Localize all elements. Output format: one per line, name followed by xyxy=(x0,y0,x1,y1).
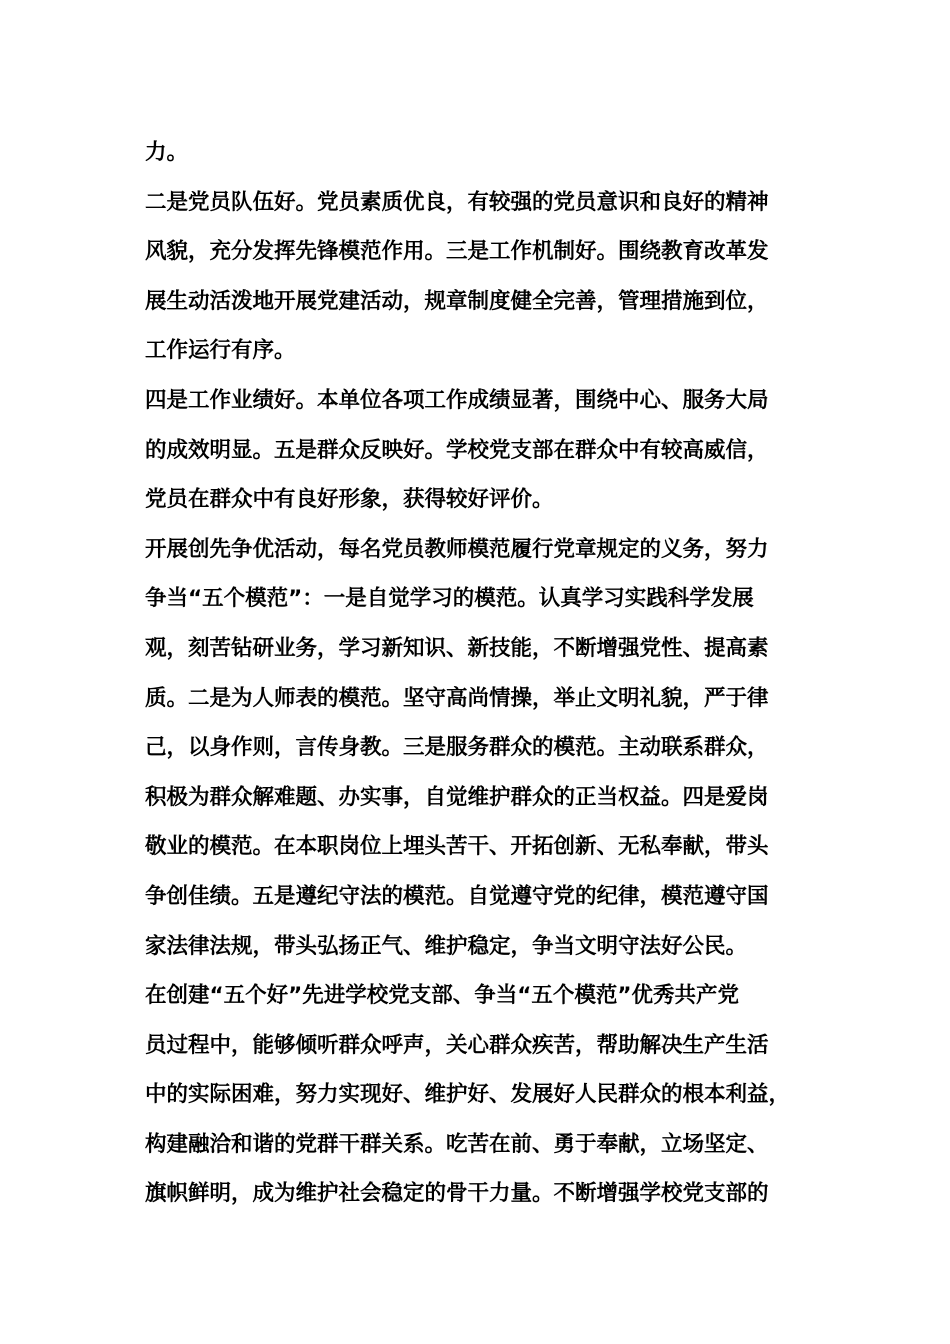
text-line: 观，刻苦钻研业务，学习新知识、新技能，不断增强党性、提高素 xyxy=(145,635,769,661)
text-line: 争创佳绩。五是遵纪守法的模范。自觉遵守党的纪律，模范遵守国 xyxy=(145,883,769,909)
text-line: 中的实际困难，努力实现好、维护好、发展好人民群众的根本利益， xyxy=(145,1082,791,1108)
text-line: 敬业的模范。在本职岗位上埋头苦干、开拓创新、无私奉献，带头 xyxy=(145,834,769,860)
text-line: 家法律法规，带头弘扬正气、维护稳定，争当文明守法好公民。 xyxy=(145,933,748,959)
text-line: 开展创先争优活动，每名党员教师模范履行党章规定的义务，努力 xyxy=(145,536,769,562)
text-line: 在创建“五个好”先进学校党支部、争当“五个模范”优秀共产党 xyxy=(145,983,740,1009)
text-line: 力。 xyxy=(145,140,189,165)
text-line: 己，以身作则，言传身教。三是服务群众的模范。主动联系群众， xyxy=(145,735,769,761)
text-line: 争当“五个模范”：一是自觉学习的模范。认真学习实践科学发展 xyxy=(145,586,754,612)
text-line: 四是工作业绩好。本单位各项工作成绩显著，围绕中心、服务大局 xyxy=(145,387,769,413)
text-line: 展生动活泼地开展党建活动，规章制度健全完善，管理措施到位， xyxy=(145,288,769,314)
text-line: 党员在群众中有良好形象，获得较好评价。 xyxy=(145,487,554,513)
text-line: 的成效明显。五是群众反映好。学校党支部在群众中有较高威信， xyxy=(145,437,769,463)
text-line: 工作运行有序。 xyxy=(145,338,296,364)
document-body-text xyxy=(145,128,825,1219)
text-line: 积极为群众解难题、办实事，自觉维护群众的正当权益。四是爱岗 xyxy=(145,784,769,810)
text-line: 风貌，充分发挥先锋模范作用。三是工作机制好。围绕教育改革发 xyxy=(145,239,769,265)
text-line: 质。二是为人师表的模范。坚守高尚情操，举止文明礼貌，严于律 xyxy=(145,685,769,711)
text-line: 构建融洽和谐的党群干群关系。吃苦在前、勇于奉献，立场坚定、 xyxy=(145,1131,769,1157)
text-line: 旗帜鲜明，成为维护社会稳定的骨干力量。不断增强学校党支部的 xyxy=(145,1181,769,1207)
text-line: 员过程中，能够倾听群众呼声，关心群众疾苦，帮助解决生产生活 xyxy=(145,1032,769,1058)
text-line: 二是党员队伍好。党员素质优良，有较强的党员意识和良好的精神 xyxy=(145,189,769,215)
